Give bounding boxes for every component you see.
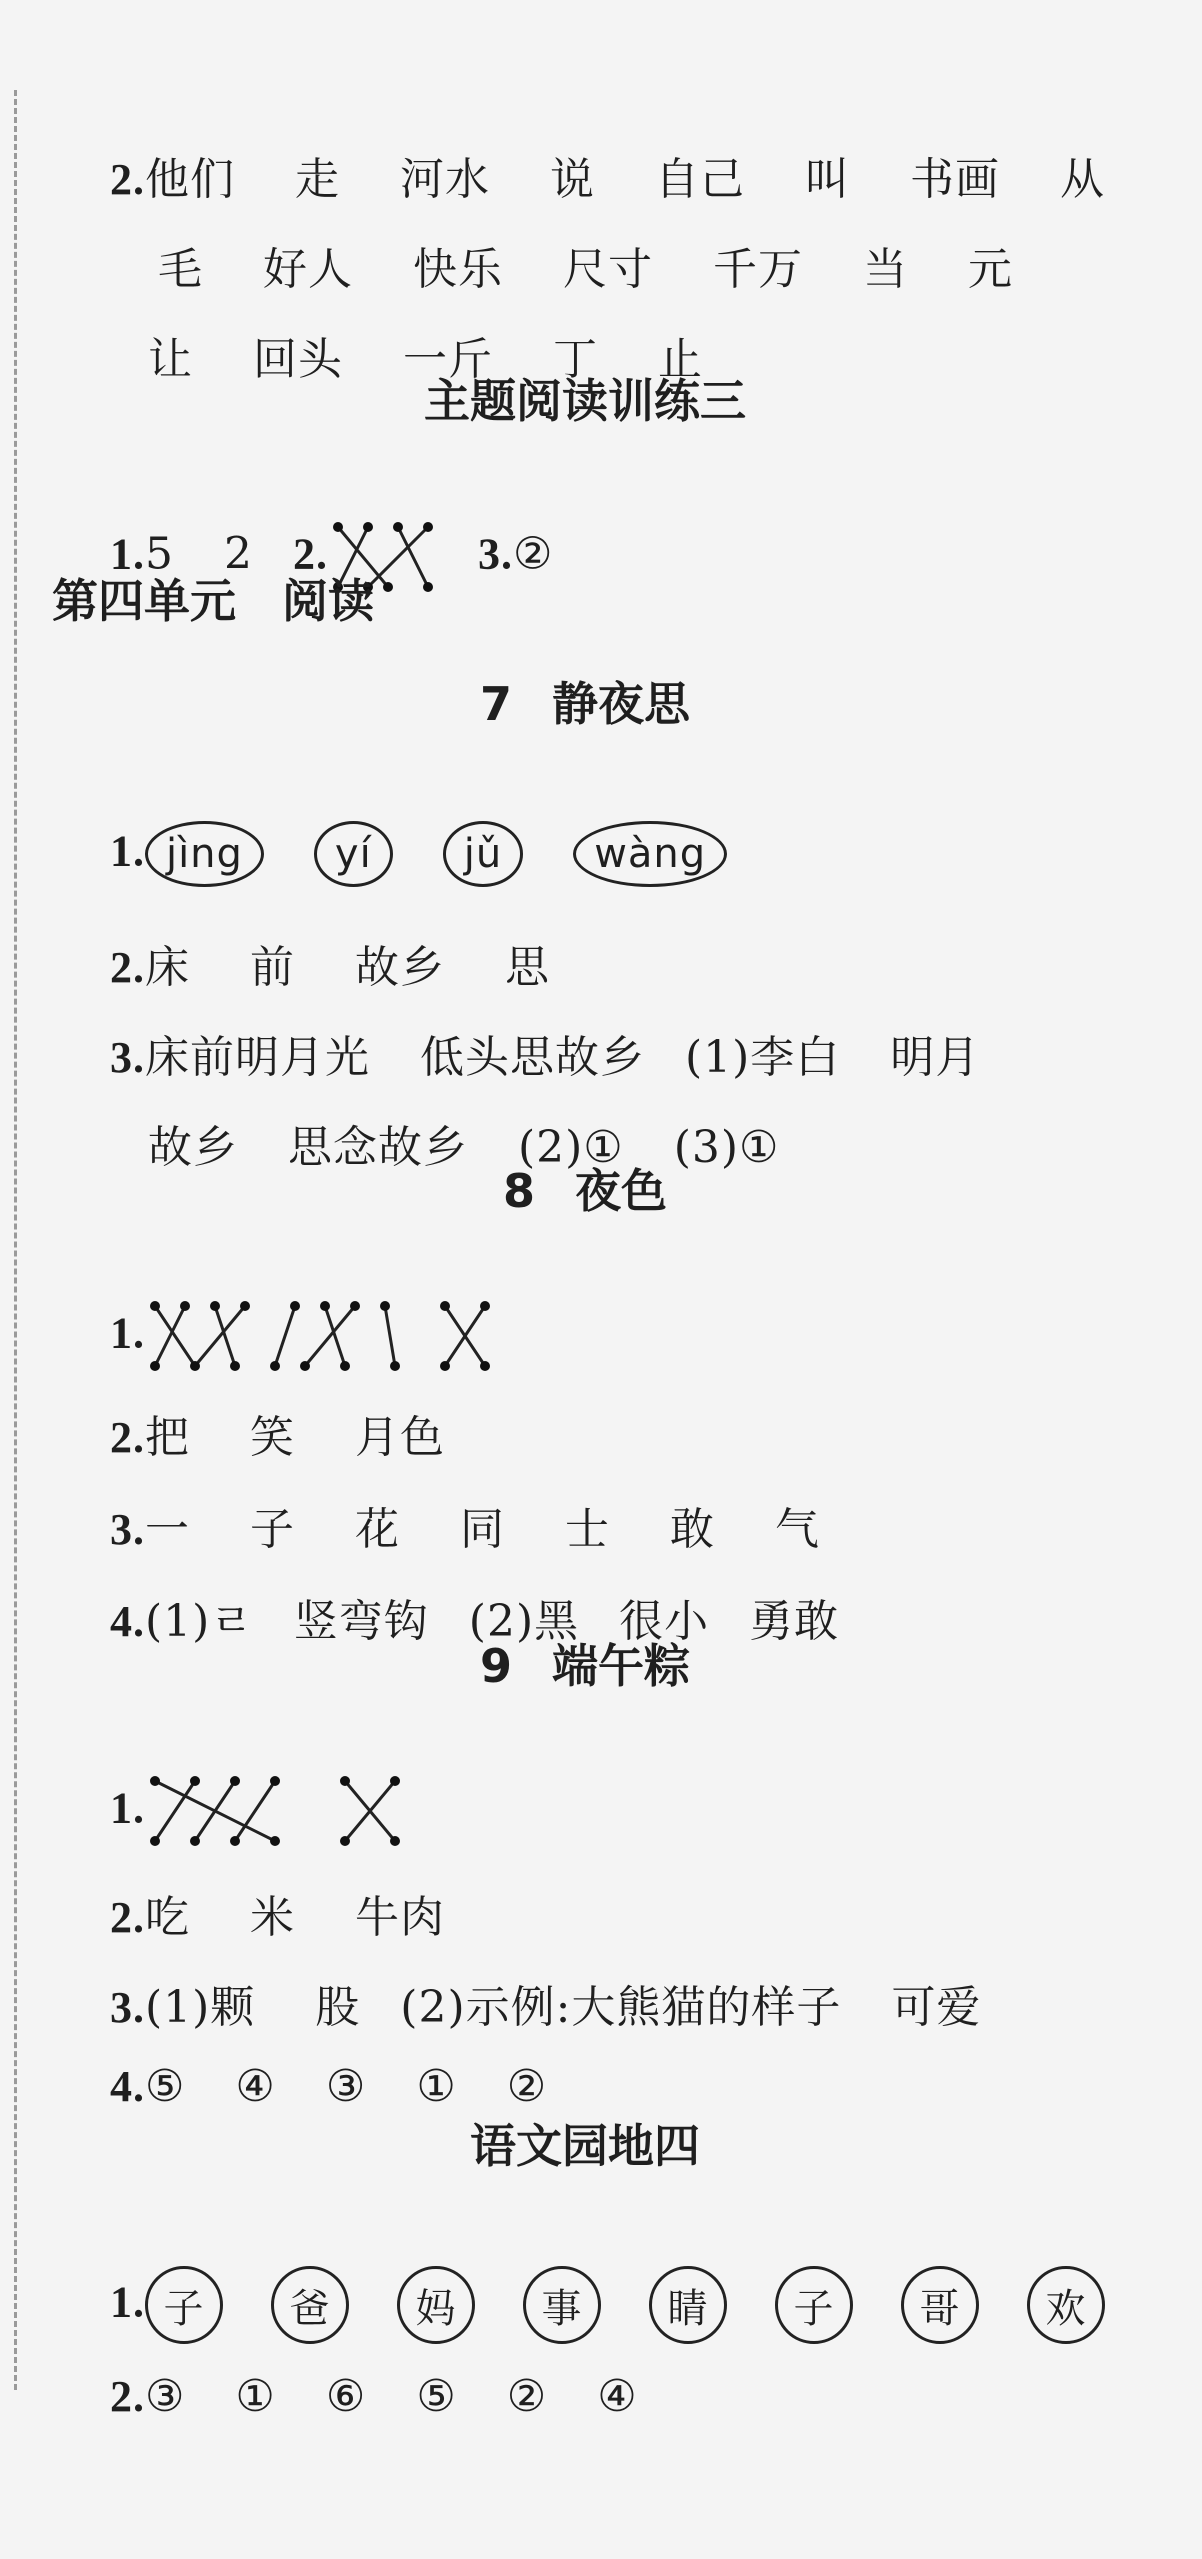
answer-item: 床前明月光	[144, 1032, 370, 1083]
answer-item: 从	[1059, 154, 1105, 205]
question-number: 4.	[109, 1597, 145, 1646]
answer-item: 毛	[157, 244, 203, 295]
answer-item: 好人	[262, 244, 353, 295]
question-number: 2.	[292, 529, 328, 579]
question-number: 3.	[109, 1033, 145, 1082]
answer-item: 2	[223, 528, 253, 580]
answer-item: 低头思故乡	[419, 1032, 645, 1083]
answer-item: ②	[506, 2061, 548, 2112]
question-number: 3.	[477, 529, 513, 579]
answer-item: 笑	[249, 1412, 295, 1463]
answer-item: 吃	[144, 1892, 190, 1943]
answer-item: 一斤	[402, 334, 493, 385]
answer-item: (3)①	[673, 1122, 780, 1173]
question-number: 2.	[109, 1893, 145, 1942]
answer-item: ②	[506, 2371, 548, 2422]
answer-item: 说	[549, 154, 595, 205]
answer-item: 股	[315, 1982, 361, 2033]
answer-item: 走	[294, 154, 340, 205]
question-number: 1.	[109, 1308, 145, 1358]
answer-item: 让	[147, 334, 193, 385]
answer-item: 故乡	[147, 1122, 238, 1173]
answer-item: 可爱	[891, 1982, 982, 2033]
answer-item: 叫	[804, 154, 850, 205]
answer-item: ④	[235, 2061, 276, 2112]
answer-item: 月色	[354, 1412, 445, 1463]
answer-item: 士	[564, 1504, 610, 1555]
answer-item: (1)ㄹ	[144, 1596, 254, 1647]
question-number: 3.	[109, 1983, 145, 2032]
question-number: 4.	[109, 2062, 145, 2111]
answer-item: ③	[144, 2371, 186, 2422]
answer-item: ③	[325, 2061, 367, 2112]
question-number: 2.	[109, 2372, 145, 2421]
answer-item: 故乡	[354, 942, 445, 993]
answer-item: 花	[354, 1504, 400, 1555]
answer-item: (1)李白	[684, 1032, 841, 1083]
question-number: 3.	[109, 1505, 145, 1554]
question-number: 1.	[109, 1783, 145, 1833]
answer-item: 一	[144, 1504, 190, 1555]
answer-item: 书画	[909, 154, 1000, 205]
answer-item: 河水	[399, 154, 490, 205]
pinyin-oval: jìng	[145, 821, 264, 887]
answer-item: ⑤	[416, 2371, 457, 2422]
answer-item: 勇敢	[749, 1596, 840, 1647]
answer-item: 明月	[890, 1032, 981, 1083]
circled-char: 哥	[901, 2266, 979, 2344]
circled-char: 子	[145, 2266, 223, 2344]
section-title-theme-reading: 主题阅读训练三	[424, 374, 746, 428]
answer-item: (2)示例:大熊猫的样子	[400, 1982, 842, 2033]
circled-char: 欢	[1027, 2266, 1105, 2344]
question-number: 2.	[109, 1413, 145, 1462]
circled-char: 子	[775, 2266, 853, 2344]
answer-item: 牛肉	[354, 1892, 445, 1943]
answer-item: 把	[144, 1412, 190, 1463]
lesson-number: 7	[479, 677, 512, 731]
answer-item: 快乐	[412, 244, 503, 295]
answer-item: 竖弯钩	[293, 1596, 429, 1647]
answer-item: 千万	[712, 244, 803, 295]
answer-item: ①	[416, 2061, 457, 2112]
answer-item: 止	[657, 334, 703, 385]
answer-item: 他们	[144, 154, 235, 205]
answer-item: 尺寸	[562, 244, 653, 295]
answer-item: ⑥	[325, 2371, 367, 2422]
answer-item: 气	[774, 1504, 820, 1555]
lesson-title-7	[0, 668, 1170, 734]
answer-item: 元	[967, 244, 1013, 295]
lesson-name: 静夜思	[552, 677, 690, 731]
question-number: 2.	[109, 155, 145, 204]
lesson-name: 夜色	[575, 1164, 667, 1218]
lesson-title-9	[0, 1630, 1170, 1696]
garden-q2	[50, 2320, 638, 2473]
question-number: 2.	[109, 943, 145, 992]
section-title-garden: 语文园地四	[470, 2119, 700, 2173]
circled-char: 爸	[271, 2266, 349, 2344]
answer-item: ④	[597, 2371, 638, 2422]
lesson-title-8	[0, 1155, 1170, 1221]
answer-item: 前	[249, 942, 295, 993]
question-number: 1.	[109, 826, 145, 876]
answer-item: 思	[504, 942, 550, 993]
lesson-name: 端午粽	[552, 1639, 690, 1693]
answer-item: (1)颗	[144, 1982, 256, 2033]
pinyin-oval: wàng	[573, 821, 727, 887]
answer-item: 床	[144, 942, 190, 993]
answer-item: ②	[512, 528, 554, 580]
answer-item: 同	[459, 1504, 505, 1555]
lesson-number: 8	[502, 1164, 535, 1218]
answer-item: 子	[249, 1504, 295, 1555]
question-number: 1.	[109, 2277, 145, 2327]
circled-char: 睛	[649, 2266, 727, 2344]
answer-item: ①	[235, 2371, 276, 2422]
answer-item: 当	[862, 244, 908, 295]
answer-item: 5	[144, 528, 174, 580]
circled-char: 妈	[397, 2266, 475, 2344]
answer-item: 米	[249, 1892, 295, 1943]
answer-item: ⑤	[144, 2061, 186, 2112]
answer-item: 思念故乡	[287, 1122, 468, 1173]
question-number: 1.	[109, 529, 145, 579]
answer-item: 回头	[252, 334, 343, 385]
circled-char: 事	[523, 2266, 601, 2344]
lesson-number: 9	[479, 1639, 512, 1693]
pinyin-oval: jǔ	[443, 821, 523, 887]
answer-item: (2)黑	[468, 1596, 580, 1647]
answer-item: 很小	[619, 1596, 710, 1647]
answer-item: 丁	[552, 334, 598, 385]
unit-title: 第四单元 阅读	[52, 574, 374, 628]
answer-item: 自己	[654, 154, 745, 205]
answer-item: 敢	[669, 1504, 715, 1555]
answer-item: (2)①	[517, 1122, 624, 1173]
dashed-margin-line	[14, 90, 17, 2390]
pinyin-oval: yí	[314, 821, 393, 887]
